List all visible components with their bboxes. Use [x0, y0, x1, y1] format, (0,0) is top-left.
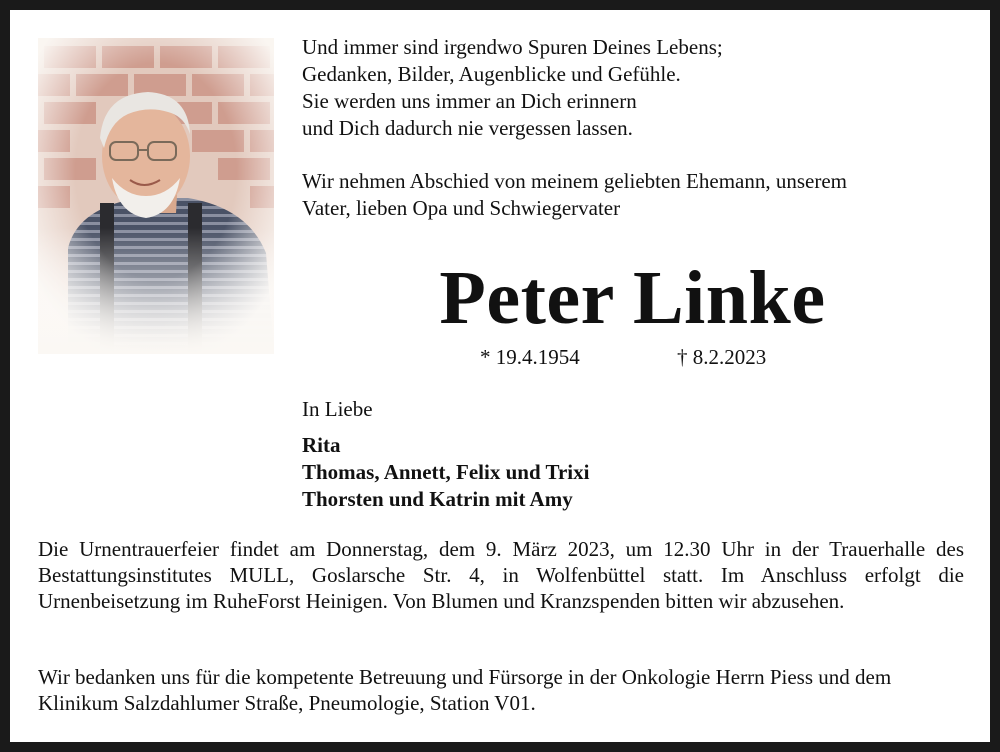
thanks-note: Wir bedanken uns für die kompetente Betreuung und Fürsorge in der Onkologie Herrn Piess und dem Klinikum Salzdahlumer Straße, Pneumologie, Station V01.	[38, 665, 892, 715]
family-line: Thomas, Annett, Felix und Trixi	[302, 460, 590, 484]
service-announcement: Die Urnentrauerfeier findet am Donnerstag, dem 9. März 2023, um 12.30 Uhr in der Trauerhalle des Bestattungsinstitutes MULL, Goslarsche Str. 4, in Wolfenbüttel statt. Im Anschluss erfolgt die Urnenbeisetzung im RuheForst Heinigen. Von Blumen und Kranzspenden bitten wir abzusehen.	[38, 537, 964, 613]
poem-line: und Dich dadurch nie vergessen lassen.	[302, 116, 633, 140]
intro-line: Vater, lieben Opa und Schwiegervater	[302, 196, 621, 220]
portrait-photo	[38, 38, 274, 354]
poem-line: Und immer sind irgendwo Spuren Deines Lebens;	[302, 35, 723, 59]
family-line: Rita	[302, 433, 341, 457]
family-signatures	[302, 432, 589, 513]
family-line: Thorsten und Katrin mit Amy	[302, 487, 573, 511]
death-date: † 8.2.2023	[677, 345, 767, 369]
poem-line: Gedanken, Bilder, Augenblicke und Gefühle.	[302, 62, 681, 86]
intro-line: Wir nehmen Abschied von meinem geliebten Ehemann, unserem	[302, 169, 847, 193]
in-love-label: In Liebe	[302, 397, 373, 421]
deceased-name: Peter Linke	[439, 256, 826, 340]
farewell-intro	[302, 168, 982, 222]
poem-line: Sie werden uns immer an Dich erinnern	[302, 89, 637, 113]
birth-date: * 19.4.1954	[480, 345, 580, 369]
memorial-poem	[302, 34, 982, 142]
portrait-illustration	[38, 38, 274, 354]
